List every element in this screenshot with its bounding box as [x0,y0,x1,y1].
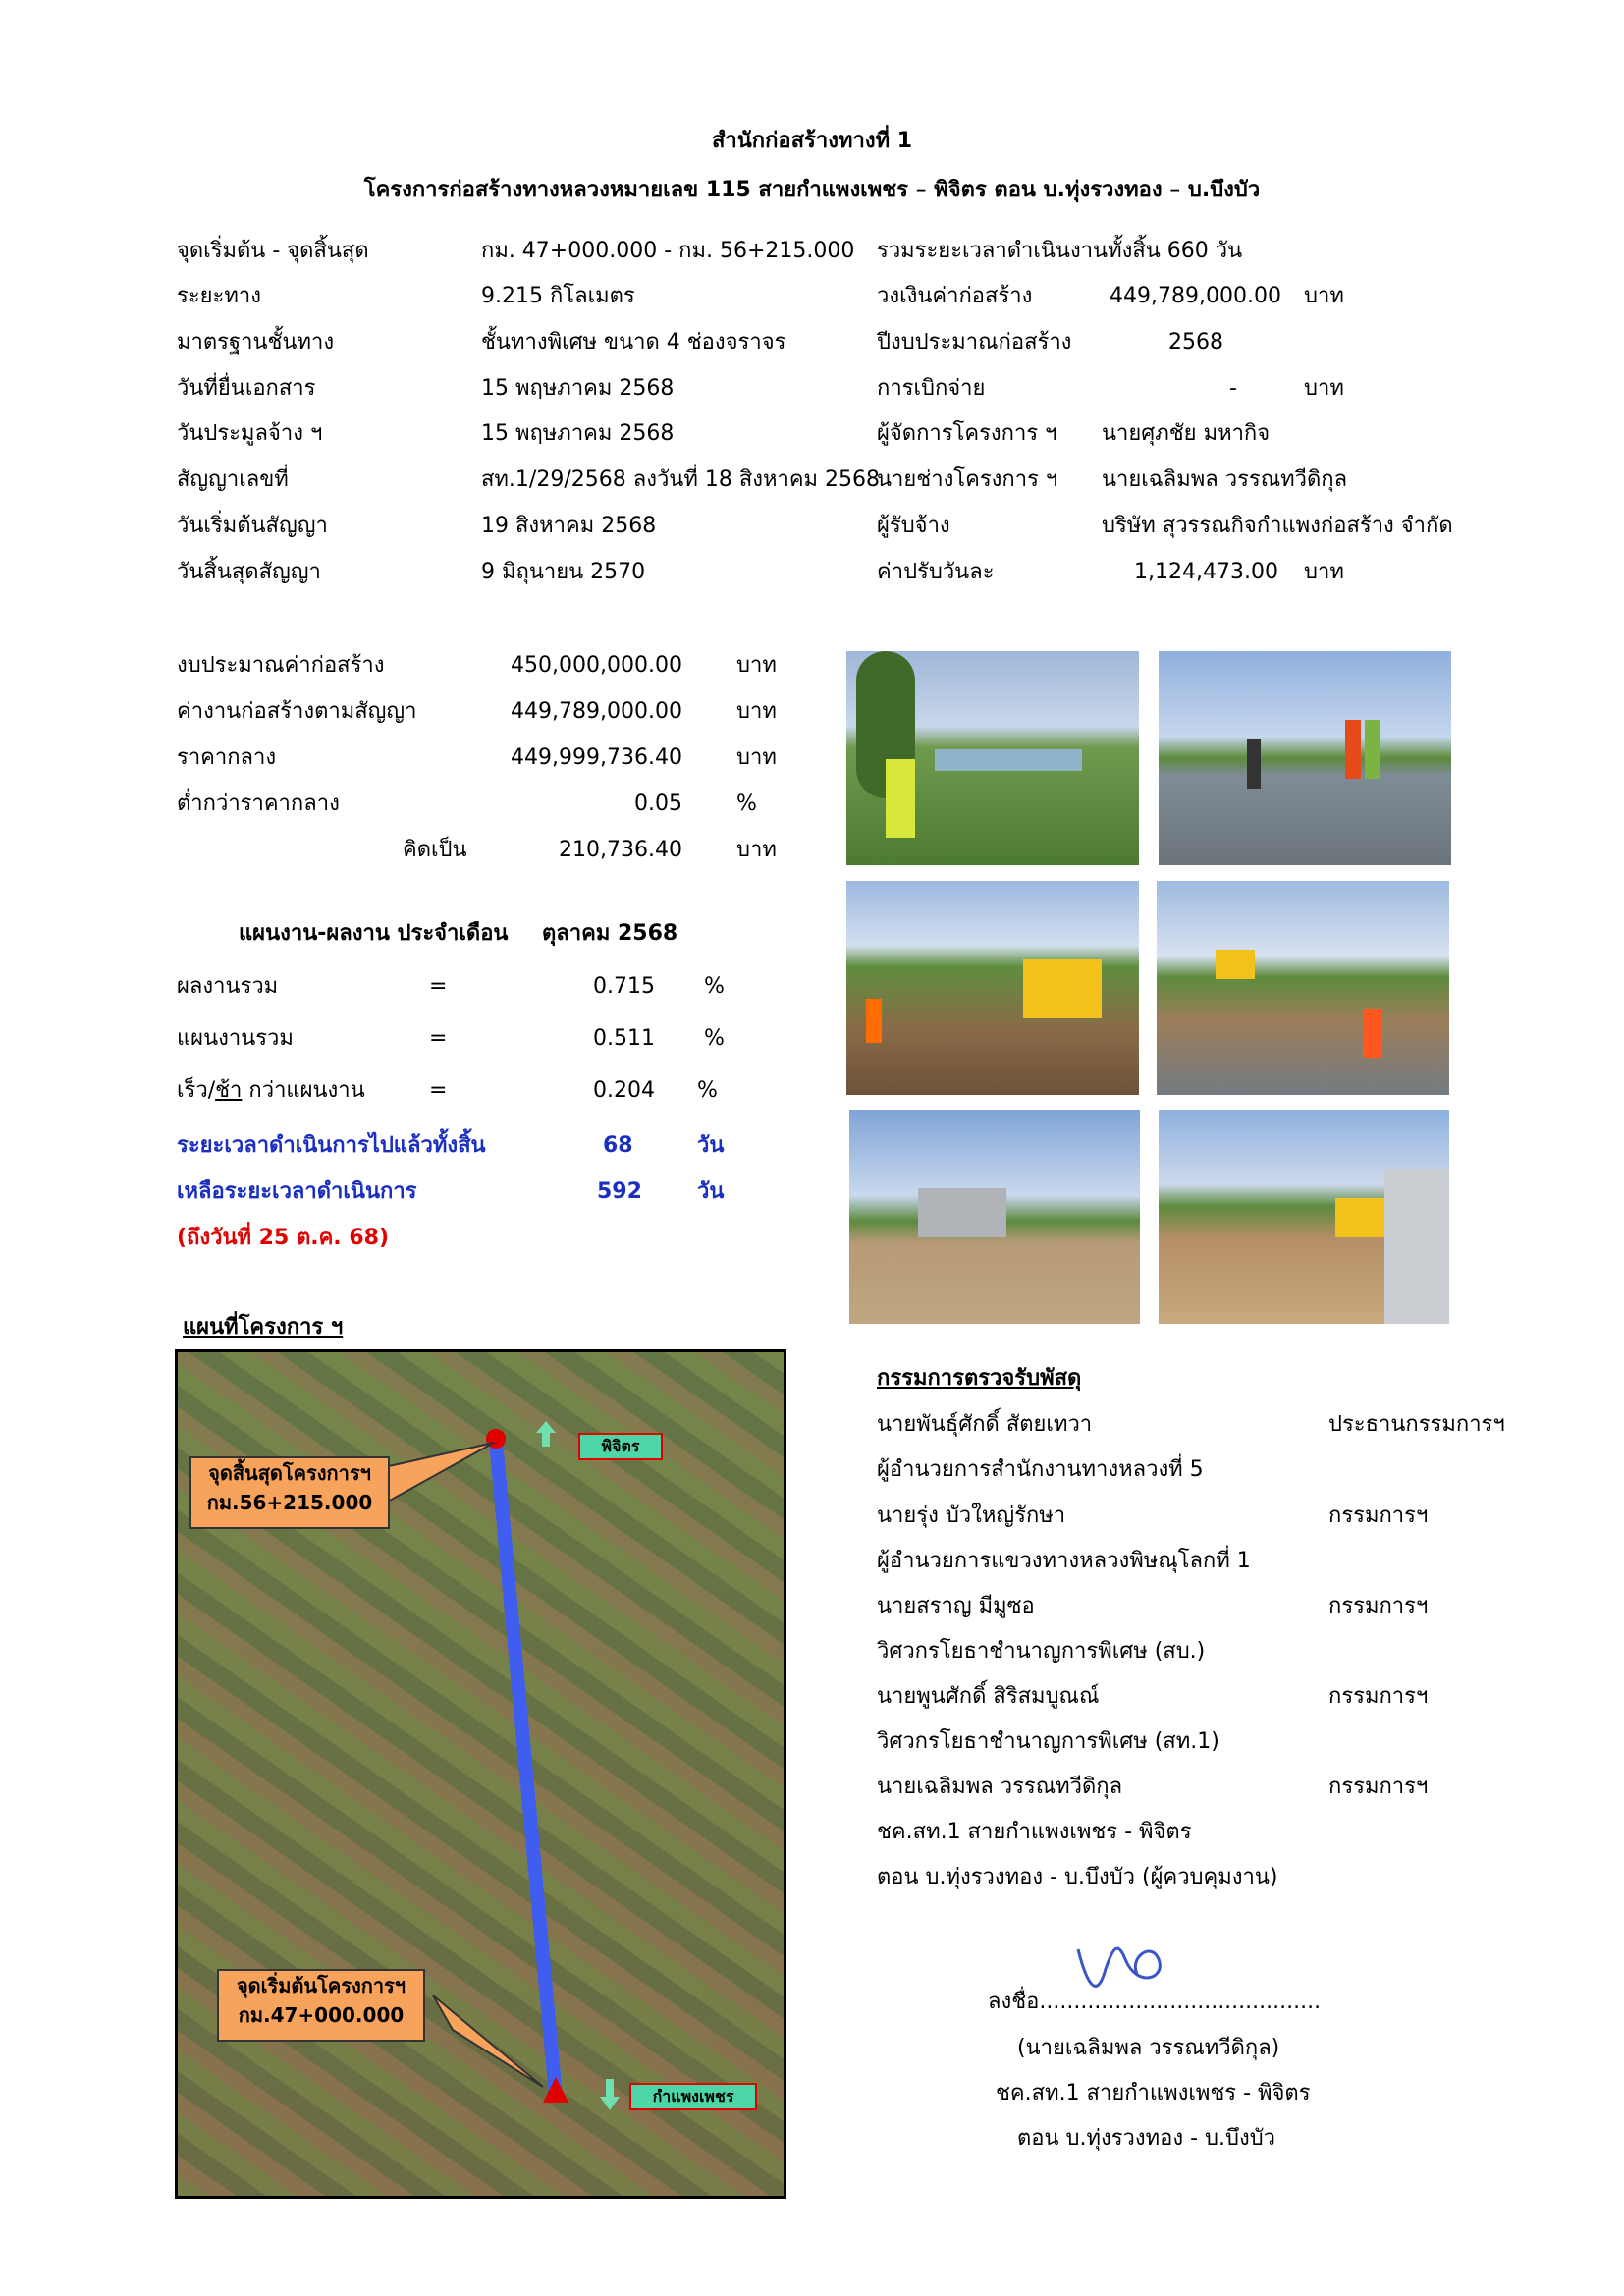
end-callout-line1: จุดสิ้นสุดโครงการฯ [208,1461,371,1485]
elapsed-unit: วัน [697,1133,725,1158]
project-route-line [496,1441,556,2097]
info-unit: บาท [1304,376,1344,401]
label-vs-plan: กว่าแผนงาน [242,1078,365,1103]
budget-label: ราคากลาง [177,745,277,770]
progress-value: 0.715 [593,974,655,999]
end-callout [189,1456,390,1529]
info-value: 15 พฤษภาคม 2568 [481,376,675,401]
label-fast: เร็ว/ [177,1078,216,1103]
office-title: สำนักก่อสร้างทางที่ 1 [711,129,913,153]
signer-position: ชค.สท.1 สายกำแพงเพชร - พิจิตร [996,2081,1311,2105]
budget-unit: % [736,792,757,816]
site-photo-grader [1159,1110,1449,1324]
budget-value: 210,736.40 [559,838,682,862]
budget-label: ค่างานก่อสร้างตามสัญญา [177,699,417,724]
member-position: วิศวกรโยธาชำนาญการพิเศษ (สท.1) [877,1729,1219,1754]
member-position: ผู้อำนวยการแขวงทางหลวงพิษณุโลกที่ 1 [877,1549,1251,1573]
info-label: มาตรฐานชั้นทาง [177,330,335,355]
progress-eq: = [429,1026,448,1051]
north-arrow-icon [536,1421,556,1447]
budget-label: คิดเป็น [403,838,467,862]
progress-unit: % [704,974,725,999]
info-value: นายเฉลิมพล วรรณทวีดิกุล [1102,467,1348,492]
info-unit: บาท [1304,560,1344,584]
info-value: 19 สิงหาคม 2568 [481,514,657,538]
start-callout-line1: จุดเริ่มต้นโครงการฯ [236,1974,406,1997]
info-value: 449,789,000.00 [1110,284,1281,308]
progress-unit: % [697,1078,718,1103]
progress-month: ตุลาคม 2568 [542,921,678,946]
info-value: 9.215 กิโลเมตร [481,284,635,308]
site-photo-excavator-1 [846,881,1139,1095]
site-photo-survey [846,651,1139,865]
budget-unit: บาท [736,653,777,678]
asof-date: (ถึงวันที่ 25 ต.ค. 68) [177,1226,389,1250]
elapsed-value: 68 [603,1133,633,1158]
info-label: ปีงบประมาณก่อสร้าง [877,330,1072,355]
info-value: 15 พฤษภาคม 2568 [481,421,675,446]
info-label: วันที่ยื่นเอกสาร [177,376,316,401]
member-role: กรรมการฯ [1328,1775,1429,1799]
map-title: แผนที่โครงการ ฯ [183,1315,344,1339]
start-point-marker [543,2077,568,2103]
info-label: ค่าปรับวันละ [877,560,995,584]
info-value: 2568 [1168,330,1223,355]
project-map [175,1349,786,2199]
budget-unit: บาท [736,838,777,862]
progress-label: ผลงานรวม [177,974,279,999]
end-callout-pointer [380,1443,494,1502]
member-role: กรรมการฯ [1328,1503,1429,1528]
signer-section: ตอน บ.ทุ่งรวงทอง - บ.บึงบัว [1017,2126,1276,2151]
progress-title: แผนงาน-ผลงาน ประจำเดือน [239,921,509,946]
south-arrow-icon [600,2079,620,2110]
info-label: วันสิ้นสุดสัญญา [177,560,321,584]
info-value: 9 มิถุนายน 2570 [481,560,646,584]
info-label: วงเงินค่าก่อสร้าง [877,284,1033,308]
remaining-value: 592 [597,1179,642,1204]
budget-value: 450,000,000.00 [511,653,682,678]
elapsed-label: ระยะเวลาดำเนินการไปแล้วทั้งสิ้น [177,1133,486,1158]
budget-value: 449,999,736.40 [511,745,682,770]
remaining-label: เหลือระยะเวลาดำเนินการ [177,1179,417,1204]
info-label: วันประมูลจ้าง ฯ [177,421,323,446]
budget-unit: บาท [736,699,777,724]
signature-line: ลงชื่อ......................................... [988,1990,1322,2014]
member-position: ผู้อำนวยการสำนักงานทางหลวงที่ 5 [877,1457,1204,1482]
committee-extra: ตอน บ.ทุ่งรวงทอง - บ.บึงบัว (ผู้ควบคุมงาน) [877,1865,1278,1889]
end-callout-line2: กม.56+215.000 [206,1491,373,1514]
progress-eq: = [429,974,448,999]
info-unit: บาท [1304,284,1344,308]
project-title: โครงการก่อสร้างทางหลวงหมายเลข 115 สายกำแพงเพชร – พิจิตร ตอน บ.ทุ่งรวงทอง – บ.บึงบัว [363,178,1261,202]
start-callout-pointer [433,1995,543,2087]
info-value: บริษัท สุวรรณกิจกำแพงก่อสร้าง จำกัด [1102,514,1453,538]
info-label: นายช่างโครงการ ฯ [877,467,1058,492]
info-label: จุดเริ่มต้น - จุดสิ้นสุด [177,239,369,263]
info-value: - [1229,376,1237,401]
member-role: กรรมการฯ [1328,1684,1429,1709]
info-label: รวมระยะเวลาดำเนินงานทั้งสิ้น 660 วัน [877,239,1243,263]
budget-label: ต่ำกว่าราคากลาง [177,792,340,816]
info-label: วันเริ่มต้นสัญญา [177,514,328,538]
committee-title: กรรมการตรวจรับพัสดุ [877,1366,1082,1391]
site-photo-excavator-2 [1157,881,1449,1095]
info-label: ผู้รับจ้าง [877,514,950,538]
start-callout-line2: กม.47+000.000 [238,2003,405,2027]
member-name: นายพันธุ์ศักดิ์ สัตยเทวา [877,1412,1093,1437]
progress-value: 0.204 [593,1078,655,1103]
remaining-unit: วัน [697,1179,725,1204]
south-tag: กำแพงเพชร [629,2083,757,2110]
site-photo-dump-truck [849,1110,1140,1324]
site-photo-road-staff [1159,651,1451,865]
budget-label: งบประมาณค่าก่อสร้าง [177,653,385,678]
member-name: นายสราญ มีมูซอ [877,1594,1035,1618]
north-tag: พิจิตร [578,1433,663,1460]
info-value: กม. 47+000.000 - กม. 56+215.000 [481,239,855,263]
info-label: ระยะทาง [177,284,261,308]
info-value: 1,124,473.00 [1134,560,1278,584]
progress-value: 0.511 [593,1026,655,1051]
member-role: ประธานกรรมการฯ [1328,1412,1505,1437]
progress-unit: % [704,1026,725,1051]
label-slow: ช้า [215,1078,243,1103]
member-name: นายรุ่ง บัวใหญ่รักษา [877,1503,1066,1528]
budget-value: 0.05 [634,792,682,816]
start-callout [217,1969,425,2042]
info-value: ชั้นทางพิเศษ ขนาด 4 ช่องจราจร [481,330,786,355]
info-label: สัญญาเลขที่ [177,467,289,492]
signer-name: (นายเฉลิมพล วรรณทวีดิกุล) [1017,2036,1280,2060]
member-name: นายเฉลิมพล วรรณทวีดิกุล [877,1775,1123,1799]
progress-label [177,1077,365,1105]
budget-value: 449,789,000.00 [511,699,682,724]
info-value: สท.1/29/2568 ลงวันที่ 18 สิงหาคม 2568 [481,467,881,492]
progress-label: แผนงานรวม [177,1026,294,1051]
member-position: ชค.สท.1 สายกำแพงเพชร - พิจิตร [877,1820,1192,1844]
progress-eq: = [429,1078,448,1103]
info-label: การเบิกจ่าย [877,376,986,401]
info-label: ผู้จัดการโครงการ ฯ [877,421,1057,446]
member-role: กรรมการฯ [1328,1594,1429,1618]
budget-unit: บาท [736,745,777,770]
info-value: นายศุภชัย มหากิจ [1102,421,1271,446]
member-name: นายพูนศักดิ์ สิริสมบูณณ์ [877,1684,1100,1709]
member-position: วิศวกรโยธาชำนาญการพิเศษ (สบ.) [877,1639,1206,1664]
